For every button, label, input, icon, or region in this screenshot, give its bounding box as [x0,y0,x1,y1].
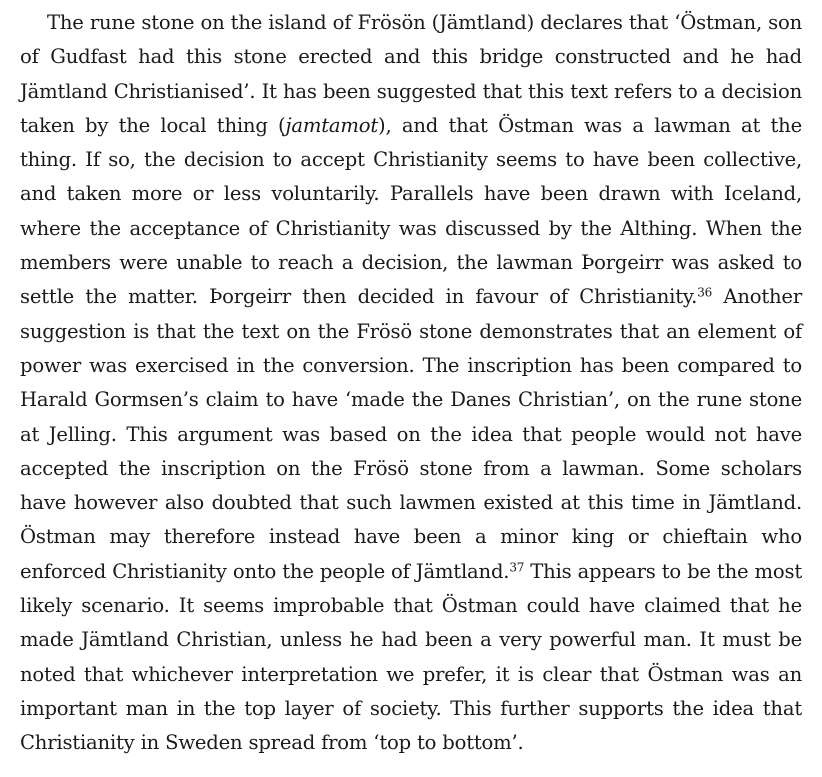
footnote-marker-36: 36 [697,285,713,300]
footnote-marker-37: 37 [509,560,525,575]
text-segment: This appears to be the most likely scenario. It seems improbable that Östman could have claimed that he made Jämtland Christian, unless he had been a very powerful man. It must be noted that whichever interpretation we prefer, it is clear that Östman was an important man in the top layer of society. This further supports the idea that Christianity in Sweden spread from ‘top to bottom’. [20,559,802,755]
italic-term: jamtamot [285,113,379,137]
text-segment: The rune stone on the island of Frösön (Jämtland) declares that ‘Östman, son of Gudfast had this stone erected and this bridge constructed and he had Jämtland Christianised’. It has been suggested that this text refers to a decision taken by the local thing ( [20,11,802,137]
text-segment: ), and that Östman was a lawman at the thing. If so, the decision to accept Christianity seems to have been collective, and taken more or less voluntarily. Parallels have been drawn with Iceland, where the acceptance of Christianity was discussed by the Althing. When the members were unable to reach a decision, the lawman Þorgeirr was asked to settle the matter. Þorgeirr then decided in favour of Christianity. [20,113,802,309]
text-segment: Another suggestion is that the text on the Frösö stone demonstrates that an element of power was exercised in the conversion. The inscription has been compared to Harald Gormsen’s claim to have ‘made the Danes Christian’, on the rune stone at Jelling. This argument was based on the idea that people would not have accepted the inscription on the Frösö stone from a lawman. Some scholars have however also doubted that such lawmen existed at this time in Jämtland. Östman may therefore instead have been a minor king or chieftain who enforced Christianity onto the people of Jämtland. [20,285,802,583]
body-paragraph [20,6,802,761]
